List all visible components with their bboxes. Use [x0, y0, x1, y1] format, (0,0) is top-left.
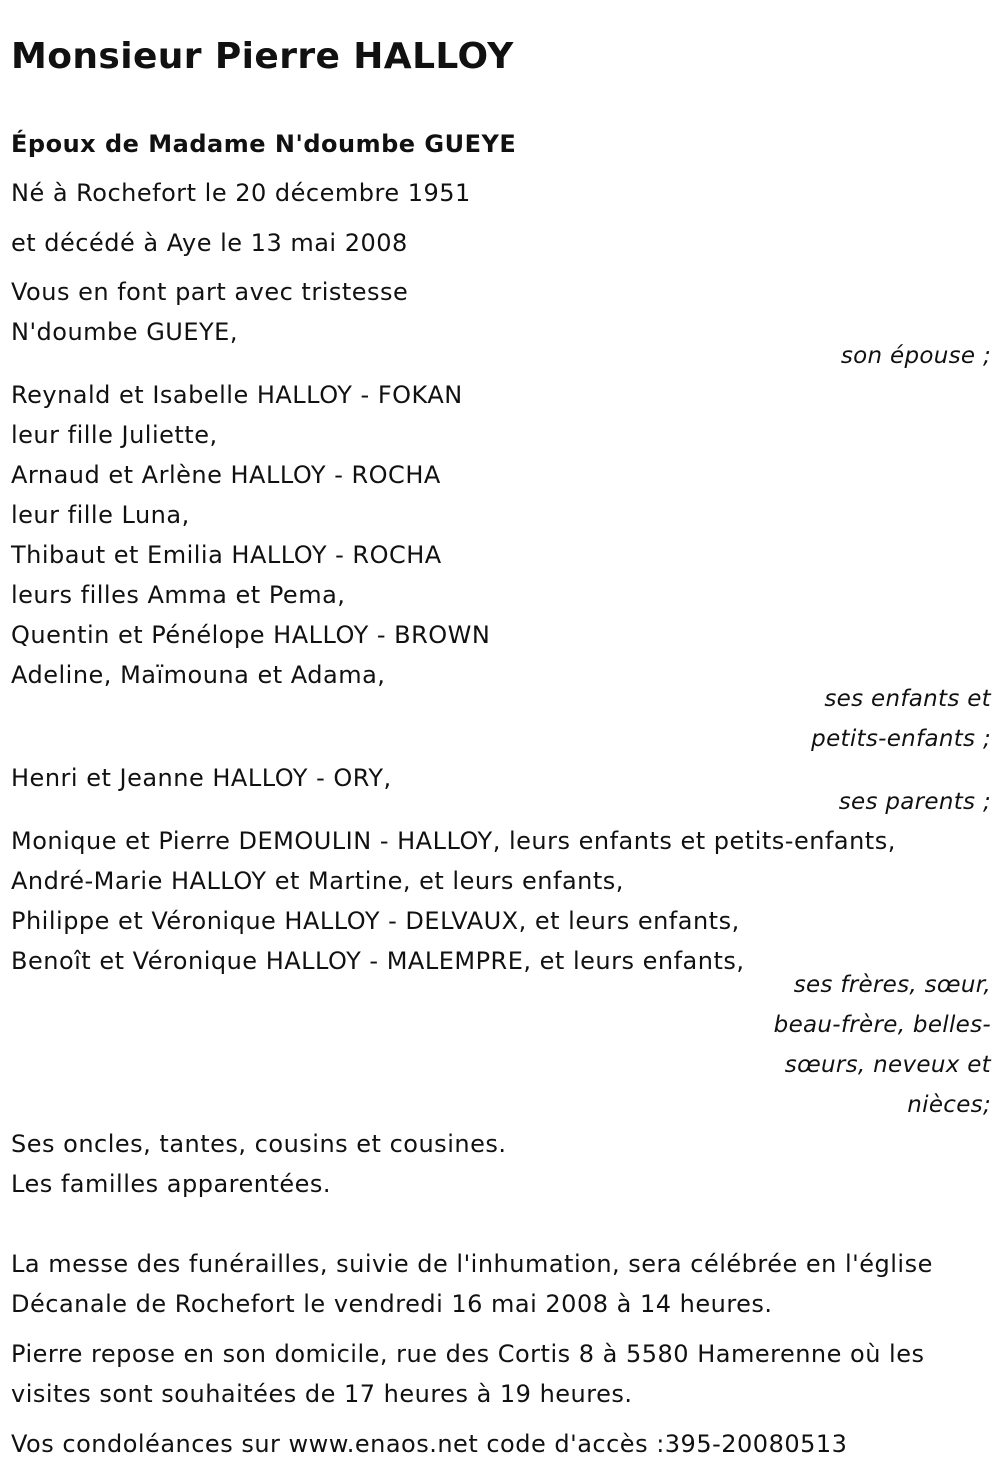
- deceased-name: Monsieur Pierre HALLOY: [11, 36, 514, 77]
- siblings-line: André-Marie HALLOY et Martine, et leurs enfants,: [11, 867, 624, 895]
- repose-line: Pierre repose en son domicile, rue des Cortis 8 à 5580 Hamerenne où les: [11, 1340, 925, 1368]
- siblings-role: sœurs, neveux et: [784, 1052, 991, 1078]
- spouse-name: N'doumbe GUEYE,: [11, 318, 238, 346]
- children-line: leurs filles Amma et Pema,: [11, 581, 346, 609]
- siblings-line: Philippe et Véronique HALLOY - DELVAUX, et leurs enfants,: [11, 907, 740, 935]
- spouse-line: Époux de Madame N'doumbe GUEYE: [11, 130, 517, 158]
- siblings-role: beau-frère, belles-: [773, 1012, 991, 1038]
- ceremony-line: La messe des funérailles, suivie de l'inhumation, sera célébrée en l'église: [11, 1250, 933, 1278]
- children-line: Arnaud et Arlène HALLOY - ROCHA: [11, 461, 441, 489]
- siblings-line: Monique et Pierre DEMOULIN - HALLOY, leurs enfants et petits-enfants,: [11, 827, 896, 855]
- children-role: petits-enfants ;: [811, 726, 991, 752]
- death-line: et décédé à Aye le 13 mai 2008: [11, 229, 408, 257]
- ceremony-line: Décanale de Rochefort le vendredi 16 mai 2008 à 14 heures.: [11, 1290, 773, 1318]
- children-line: Reynald et Isabelle HALLOY - FOKAN: [11, 381, 463, 409]
- spouse-role: son épouse ;: [840, 343, 991, 369]
- children-line: leur fille Juliette,: [11, 421, 218, 449]
- children-line: Quentin et Pénélope HALLOY - BROWN: [11, 621, 491, 649]
- parents-role: ses parents ;: [838, 789, 991, 815]
- parents-line: Henri et Jeanne HALLOY - ORY,: [11, 764, 392, 792]
- children-line: leur fille Luna,: [11, 501, 190, 529]
- siblings-role: nièces;: [907, 1092, 991, 1118]
- siblings-line: Benoît et Véronique HALLOY - MALEMPRE, et leurs enfants,: [11, 947, 745, 975]
- condolences-line: Vos condoléances sur www.enaos.net code d'accès :395-20080513: [11, 1430, 848, 1458]
- announce-intro: Vous en font part avec tristesse: [11, 278, 409, 306]
- children-line: Adeline, Maïmouna et Adama,: [11, 661, 386, 689]
- extended-family-line: Ses oncles, tantes, cousins et cousines.: [11, 1130, 507, 1158]
- repose-line: visites sont souhaitées de 17 heures à 19 heures.: [11, 1380, 633, 1408]
- siblings-role: ses frères, sœur,: [793, 972, 991, 998]
- extended-family-line: Les familles apparentées.: [11, 1170, 332, 1198]
- birth-line: Né à Rochefort le 20 décembre 1951: [11, 179, 471, 207]
- children-line: Thibaut et Emilia HALLOY - ROCHA: [11, 541, 442, 569]
- children-role: ses enfants et: [824, 686, 991, 712]
